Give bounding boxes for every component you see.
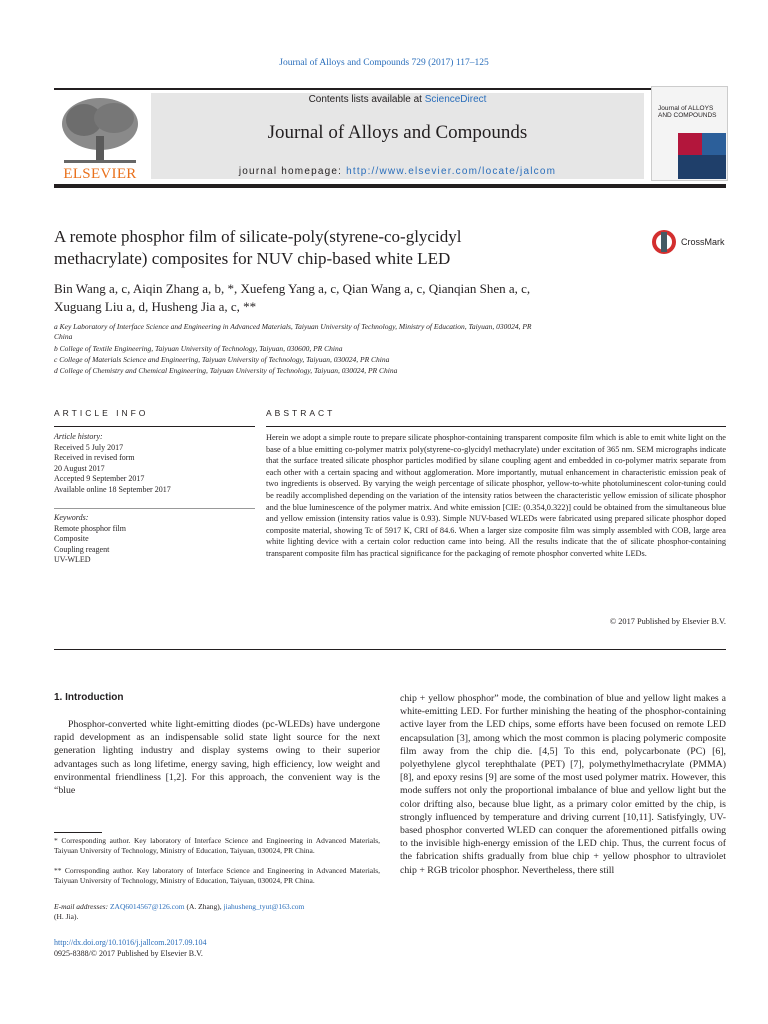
homepage-link[interactable]: http://www.elsevier.com/locate/jalcom (346, 166, 557, 177)
keywords-rule (54, 508, 255, 509)
intro-paragraph-left: Phosphor-converted white light-emitting diodes (pc-WLEDs) have undergone rapid development as an indispensable solid state light source for the next generation lighting industry and display systems owing to their superior advantages such as long lifetime, energy saving, high efficiency, low weight and environmental friendliness [1,2]. For this approach, the convenient way is the “blue (54, 719, 380, 797)
keyword-item: Coupling reagent (54, 544, 110, 554)
affiliation-b: b College of Textile Engineering, Taiyuan University of Technology, Taiyuan, 030600, PR China (54, 344, 343, 353)
cover-blue-block (702, 133, 726, 155)
header-rule-top (54, 88, 726, 90)
history-revised: Received in revised form (54, 453, 135, 462)
cover-red-block (678, 133, 702, 155)
issn-copyright: 0925-8388/© 2017 Published by Elsevier B.V. (54, 949, 203, 958)
paper-title (54, 226, 624, 270)
doi-link[interactable]: http://dx.doi.org/10.1016/j.jallcom.2017.09.104 (54, 938, 207, 947)
history-label: Article history: (54, 432, 103, 441)
footnote-corresponding-1: * Corresponding author. Key laboratory of Interface Science and Engineering in Advanced Materials, Taiyuan University of Technology, Ministry of Education, Taiyuan, 030024, PR China. (54, 836, 380, 855)
journal-reference[interactable]: Journal of Alloys and Compounds 729 (2017) 117–125 (279, 58, 489, 68)
header-rule-bottom (54, 184, 726, 188)
abstract-bottom-rule (54, 649, 726, 650)
history-received: Received 5 July 2017 (54, 442, 124, 452)
elsevier-wordmark: ELSEVIER (63, 166, 137, 182)
intro-paragraph-right: chip + yellow phosphor” mode, the combination of blue and yellow light makes a white-emitting LED. For further minishing the heating of the phosphor-containing active layer from the LED chips, some efforts have been focused on remote LED encapsulation [3], among which the most common is placing polymeric composite film away from the chip die. [4,5] To this end, polycarbonate (PC) [6], polyethylene glycol terephthalate (PET) [7], polymethylmethacrylate (PMMA) [8], and epoxy resins [9] are some of the most used polymer matrix. However, this mode suffers not only the proportional imbalance of blue and yellow light but the color drifting also, because blue light, as a primary color emitted by the chip, is strongly influenced by temperature and driving current [10,11]. Satisfyingly, UV-based phosphor converted WLED can conquer the aforementioned pitfalls owing to the invisible high-energy emission of the LED chip. Thus, the current focus of the fabrication shifts gradually from blue chip + yellow phosphor to ultraviolet chip + RGB tricolor phosphor. Nevertheless, there still (400, 693, 726, 876)
homepage-line (151, 166, 644, 177)
footnote-emails (54, 902, 380, 922)
homepage-prefix: journal homepage: (238, 166, 347, 177)
contents-line (151, 94, 644, 105)
sciencedirect-link[interactable]: ScienceDirect (424, 94, 487, 105)
affiliation-a-cont: China (54, 332, 73, 341)
affiliation-a: a Key Laboratory of Interface Science and Engineering in Advanced Materials, Taiyuan University of Technology, Ministry of Education, Taiyuan, 030024, PR (54, 322, 532, 331)
authors-line-2: Xuguang Liu a, d, Husheng Jia a, c, ** (54, 299, 257, 314)
history-accepted: Accepted 9 September 2017 (54, 474, 145, 483)
journal-cover-thumbnail[interactable] (651, 86, 728, 181)
cover-navy-block (678, 155, 726, 179)
history-revised-date: 20 August 2017 (54, 463, 105, 473)
footnote-corresponding-2: ** Corresponding author. Key laboratory of Interface Science and Engineering in Advanced Materials, Taiyuan University of Technology, Ministry of Education, Taiyuan, 030024, PR China. (54, 866, 380, 885)
authors-line-1: Bin Wang a, c, Aiqin Zhang a, b, *, Xuefeng Yang a, c, Qian Wang a, c, Qianqian Shen a, c, (54, 281, 531, 296)
email-name-zhang: (A. Zhang), (184, 902, 224, 911)
cover-title: Journal of ALLOYS AND COMPOUNDS (658, 105, 717, 119)
affiliation-c: c College of Materials Science and Engineering, Taiyuan University of Technology, Taiyuan, 030024, PR China (54, 355, 390, 364)
footnote-rule (54, 832, 102, 833)
title-line-2: methacrylate) composites for NUV chip-based white LED (54, 249, 451, 268)
keywords-block (54, 513, 255, 566)
email-link-jia[interactable]: jiahusheng_tyut@163.com (223, 902, 305, 911)
crossmark-icon (651, 228, 677, 258)
crossmark-badge[interactable] (651, 228, 731, 258)
section-heading-introduction: 1. Introduction (54, 692, 124, 703)
keywords-label: Keywords: (54, 513, 89, 522)
affiliation-d: d College of Chemistry and Chemical Engineering, Taiyuan University of Technology, Taiyuan, 030024, PR China (54, 366, 398, 375)
author-list (54, 280, 654, 316)
abstract-heading: ABSTRACT (266, 408, 336, 418)
title-line-1: A remote phosphor film of silicate-poly(styrene-co-glycidyl (54, 227, 462, 246)
keyword-item: Remote phosphor film (54, 523, 126, 533)
email-link-zhang[interactable]: ZAQ6014567@126.com (109, 902, 185, 911)
journal-title: Journal of Alloys and Compounds (267, 122, 528, 143)
keyword-item: Composite (54, 534, 89, 543)
article-info-rule (54, 426, 255, 427)
email-name-jia: (H. Jia). (54, 911, 79, 921)
abstract-text: Herein we adopt a simple route to prepare silicate phosphor-containing transparent composite film which is able to emit white light on the base of a blue emitting co-polymer matrix poly(styrene-co-glycidyl methacrylate) under excitation of 365 nm. SEM micrographs indicate that the surface treated silicate phosphor particles modified by silane coupling agent and embedded in co-polymer matrix separate from each other with a certain spacing and without agglomeration. More importantly, mutual enhancement in characteristic emission peak of two ingredients is observed. By varying the weigh percentage of silicate phosphor, yellow-to-white photoluminescent color-tuning could be readily accomplished depending on the variation of the intensity ratios between the characteristic yellow emission of silicate phosphor and the blue luminescence of the polymer matrix. And white emission [CIE: (0.354,0.322)] could be obtained from the simultaneous blue and yellow emission (intensity ratios value is 0.93). Simple NUV-based WLEDs were fabricated using prepared silicate phosphor doped composite material, showing Tc of 5917 K, CRI of 84.6. When a larger size composite film was simply assembled with COB, large area white lighting device with a certain color reduction came into being. All the results indicate that the of silicate phosphor-containing transparent composite film has practical significance for the packaging of remote phosphor converted white LEDs. (266, 433, 726, 558)
abstract-rule (266, 426, 726, 427)
article-info-heading: ARTICLE INFO (54, 408, 149, 418)
keyword-item: UV-WLED (54, 555, 91, 564)
abstract-copyright: © 2017 Published by Elsevier B.V. (609, 617, 726, 626)
history-online: Available online 18 September 2017 (54, 484, 171, 494)
article-history (54, 432, 255, 495)
email-label: E-mail addresses: (54, 902, 110, 911)
crossmark-label: CrossMark (681, 237, 725, 247)
contents-prefix: Contents lists available at (308, 94, 425, 105)
